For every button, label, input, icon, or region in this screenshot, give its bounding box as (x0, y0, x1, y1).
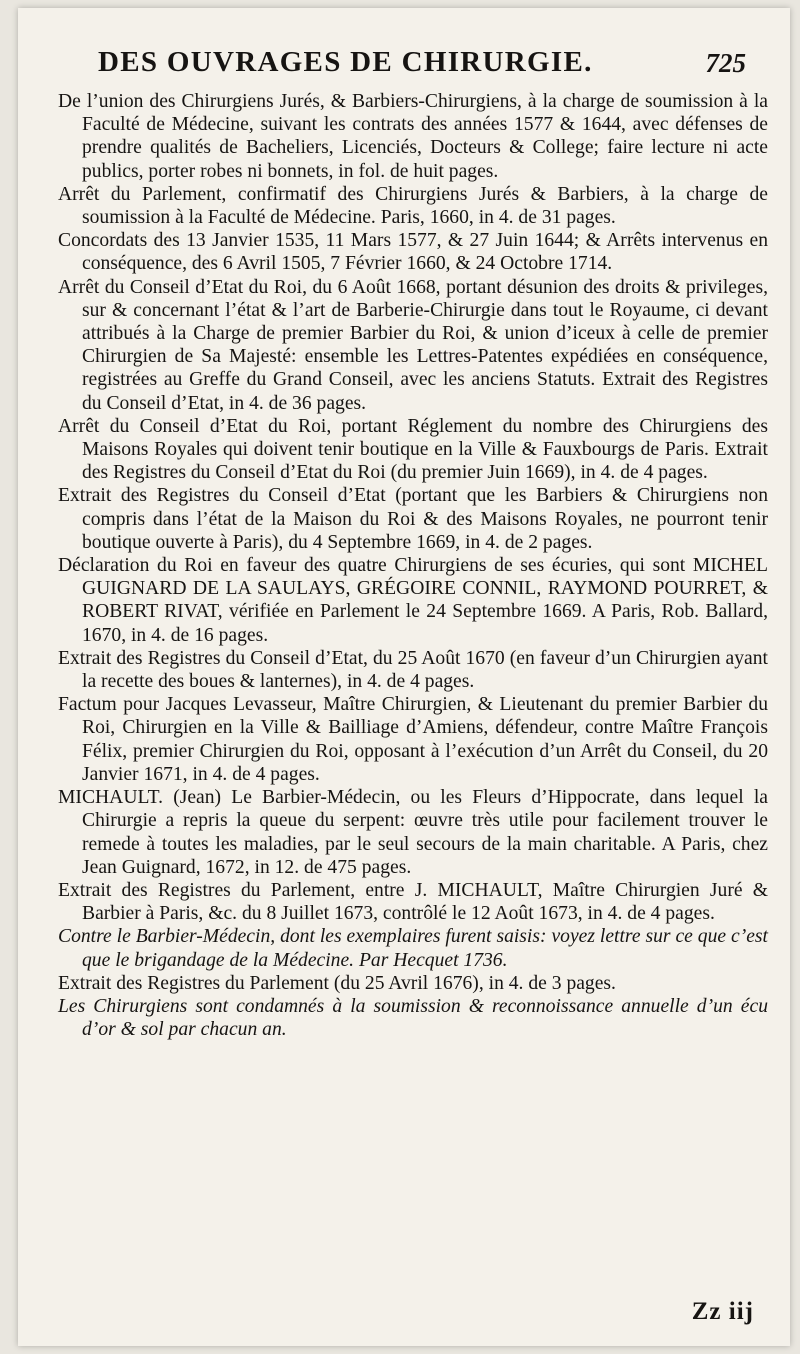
book-page (18, 8, 790, 1346)
entry: Factum pour Jacques Levasseur, Maître Chirurgien, & Lieutenant du premier Barbier du Roi, Chirurgien en la Ville & Bailliage d’Amiens, défendeur, contre Maître François Félix, premier Chirurgien du Roi, opposant à l’exécution d’un Arrêt du Conseil, du 20 Janvier 1671, in 4. de 4 pages. (58, 694, 768, 785)
entry: De l’union des Chirurgiens Jurés, & Barbiers-Chirurgiens, à la charge de soumission à la Faculté de Médecine, suivant les contrats des années 1577 & 1644, avec défenses de prendre qualités de Bacheliers, Licenciés, Docteurs & College; faire lecture ni acte publics, porter robes ni bonnets, in fol. de huit pages. (58, 91, 768, 182)
entry: Arrêt du Conseil d’Etat du Roi, du 6 Août 1668, portant désunion des droits & privileges, sur & concernant l’état & l’art de Barberie-Chirurgie dans tout le Royaume, ci devant attribués à la Charge de premier Barbier du Roi, & union d’iceux à celle de premier Chirurgien de Sa Majesté: ensemble les Lettres-Patentes expédiées en conséquence, registrées au Greffe du Grand Conseil, avec les anciens Statuts. Extrait des Registres du Conseil d’Etat, in 4. de 36 pages. (58, 276, 768, 414)
entry: Les Chirurgiens sont condamnés à la soumission & reconnoissance annuelle d’un écu d’or & sol par chacun an. (58, 995, 768, 1041)
signature-mark: Zz iij (691, 1298, 754, 1325)
entry: Extrait des Registres du Conseil d’Etat, du 25 Août 1670 (en faveur d’un Chirurgien ayant la recette des boues & lanternes), in 4. de 4 pages. (58, 647, 768, 693)
entry: Arrêt du Parlement, confirmatif des Chirurgiens Jurés & Barbiers, à la charge de soumission à la Faculté de Médecine. Paris, 1660, in 4. de 31 pages. (58, 183, 768, 229)
bibliography-entries (58, 90, 768, 1041)
entry: Déclaration du Roi en faveur des quatre Chirurgiens de ses écuries, qui sont MICHEL GUIGNARD DE LA SAULAYS, GRÉGOIRE CONNIL, RAYMOND POURRET, & ROBERT RIVAT, vérifiée en Parlement le 24 Septembre 1669. A Paris, Rob. Ballard, 1670, in 4. de 16 pages. (58, 555, 768, 646)
entry: Contre le Barbier-Médecin, dont les exemplaires furent saisis: voyez lettre sur ce que c’est que le brigandage de la Médecine. Par Hecquet 1736. (58, 926, 768, 971)
entry: Extrait des Registres du Parlement (du 25 Avril 1676), in 4. de 3 pages. (58, 972, 616, 994)
running-title: DES OUVRAGES DE CHIRURGIE. (98, 46, 593, 78)
entry: Concordats des 13 Janvier 1535, 11 Mars 1577, & 27 Juin 1644; & Arrêts intervenus en conséquence, des 6 Avril 1505, 7 Février 1660, & 24 Octobre 1714. (58, 230, 768, 275)
entry: Extrait des Registres du Conseil d’Etat (portant que les Barbiers & Chirurgiens non compris dans l’état de la Maison du Roi & des Maisons Royales, ne pourront tenir boutique ouverte à Paris), du 4 Septembre 1669, in 4. de 2 pages. (58, 485, 768, 553)
page-number: 725 (705, 48, 746, 78)
entry: Extrait des Registres du Parlement, entre J. MICHAULT, Maître Chirurgien Juré & Barbier à Paris, &c. du 8 Juillet 1673, contrôlé le 12 Août 1673, in 4. de 4 pages. (58, 879, 768, 925)
entry: Arrêt du Conseil d’Etat du Roi, portant Réglement du nombre des Chirurgiens des Maisons Royales qui doivent tenir boutique en la Ville & Fauxbourgs de Paris. Extrait des Registres du Conseil d’Etat du Roi (du premier Juin 1669), in 4. de 4 pages. (58, 415, 768, 484)
entry: MICHAULT. (Jean) Le Barbier-Médecin, ou les Fleurs d’Hippocrate, dans lequel la Chirurgie a repris la queue du serpent: œuvre très utile pour facilement trouver le remede à toutes les maladies, par le seul secours de la main charitable. A Paris, chez Jean Guignard, 1672, in 12. de 475 pages. (58, 787, 768, 878)
page-header (18, 46, 790, 86)
